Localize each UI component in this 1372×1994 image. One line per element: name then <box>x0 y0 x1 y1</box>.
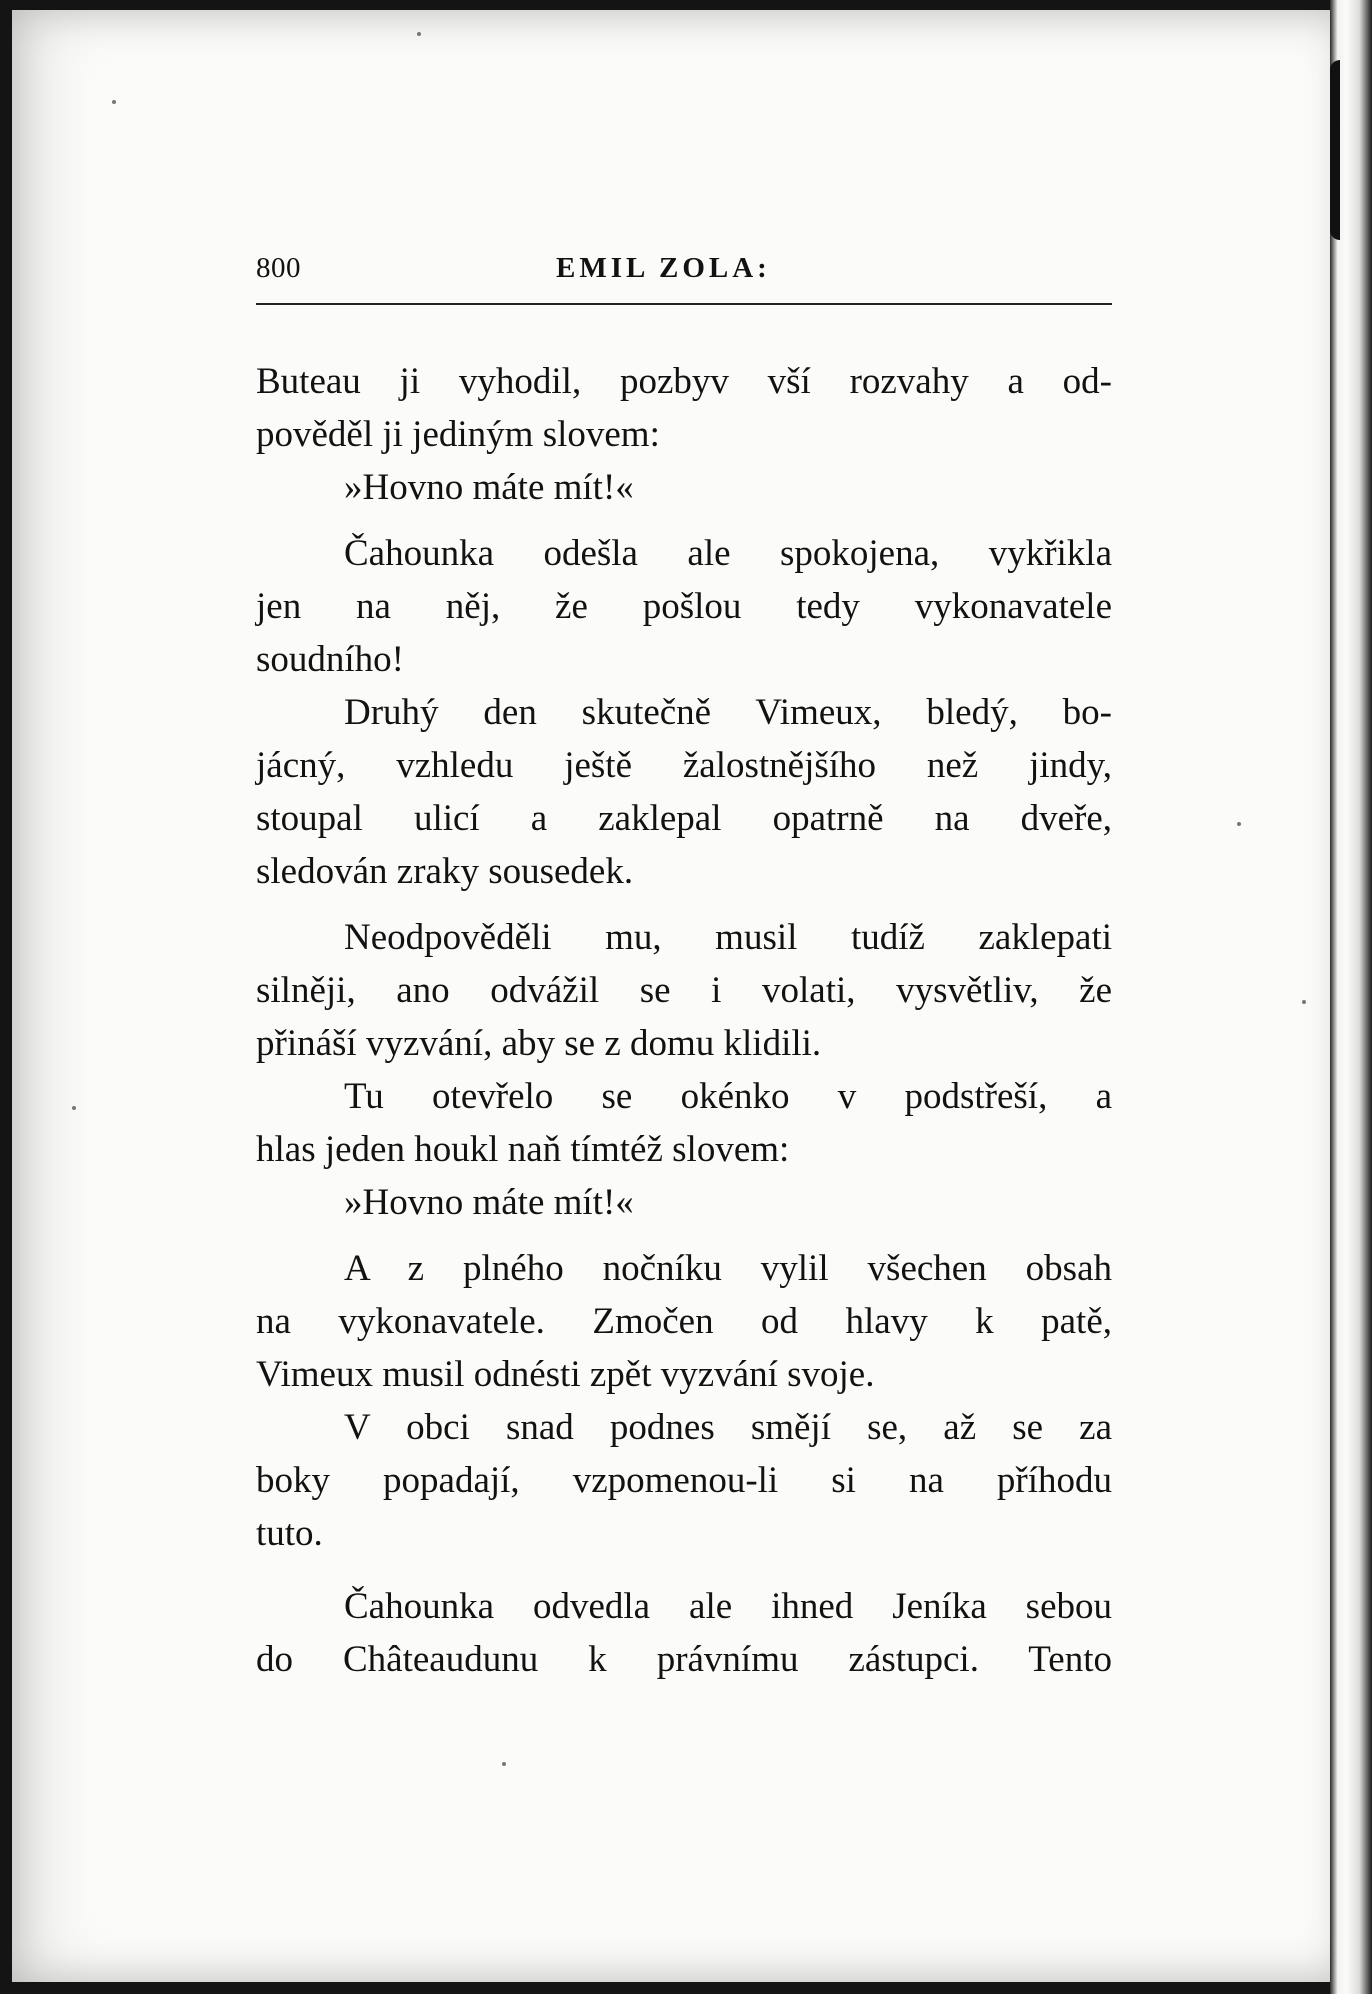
page-number: 800 <box>256 252 301 284</box>
text-line: soudního! <box>256 639 404 680</box>
text-line: Tu otevřelo se okénko v podstřeší, a <box>344 1076 1112 1117</box>
text-line: stoupal ulicí a zaklepal opatrně na dveře, <box>256 798 1112 839</box>
running-head <box>256 252 1112 296</box>
ink-speck <box>112 100 116 104</box>
text-line: Buteau ji vyhodil, pozbyv vší rozvahy a od- <box>256 361 1112 402</box>
text-line: Čahounka odvedla ale ihned Jeníka sebou <box>344 1586 1112 1627</box>
text-line: tuto. <box>256 1513 323 1554</box>
text-line: hlas jeden houkl naň tímtéž slovem: <box>256 1129 790 1170</box>
author-heading: EMIL ZOLA: <box>556 252 771 284</box>
text-line: silněji, ano odvážil se i volati, vysvětliv, že <box>256 970 1112 1011</box>
text-line: A z plného nočníku vylil všechen obsah <box>344 1248 1112 1289</box>
text-line: pověděl ji jediným slovem: <box>256 414 660 455</box>
text-line: přináší vyzvání, aby se z domu klidili. <box>256 1023 822 1064</box>
ink-speck <box>1302 1000 1306 1004</box>
binding-shadow <box>1330 60 1340 240</box>
text-line: boky popadají, vzpomenou-li si na příhodu <box>256 1460 1112 1501</box>
text-line: Neodpověděli mu, musil tudíž zaklepati <box>344 917 1112 958</box>
body-text <box>256 355 1112 1686</box>
text-line: do Châteaudunu k právnímu zástupci. Tento <box>256 1639 1112 1680</box>
ink-speck <box>72 1106 76 1110</box>
page-edge <box>1330 0 1372 1994</box>
text-line: »Hovno máte mít!« <box>344 467 634 508</box>
ink-speck <box>502 1762 506 1766</box>
text-line: jácný, vzhledu ještě žalostnějšího než jindy, <box>256 745 1112 786</box>
text-line: Druhý den skutečně Vimeux, bledý, bo- <box>344 692 1112 733</box>
text-line: V obci snad podnes smějí se, až se za <box>344 1407 1112 1448</box>
header-rule <box>256 303 1112 305</box>
text-line: Vimeux musil odnésti zpět vyzvání svoje. <box>256 1354 875 1395</box>
text-line: sledován zraky sousedek. <box>256 851 634 892</box>
ink-speck <box>417 32 421 36</box>
text-line: Čahounka odešla ale spokojena, vykřikla <box>344 533 1112 574</box>
text-line: na vykonavatele. Zmočen od hlavy k patě, <box>256 1301 1112 1342</box>
ink-speck <box>1237 822 1241 826</box>
text-line: jen na něj, že pošlou tedy vykonavatele <box>256 586 1112 627</box>
text-line: »Hovno máte mít!« <box>344 1182 634 1223</box>
